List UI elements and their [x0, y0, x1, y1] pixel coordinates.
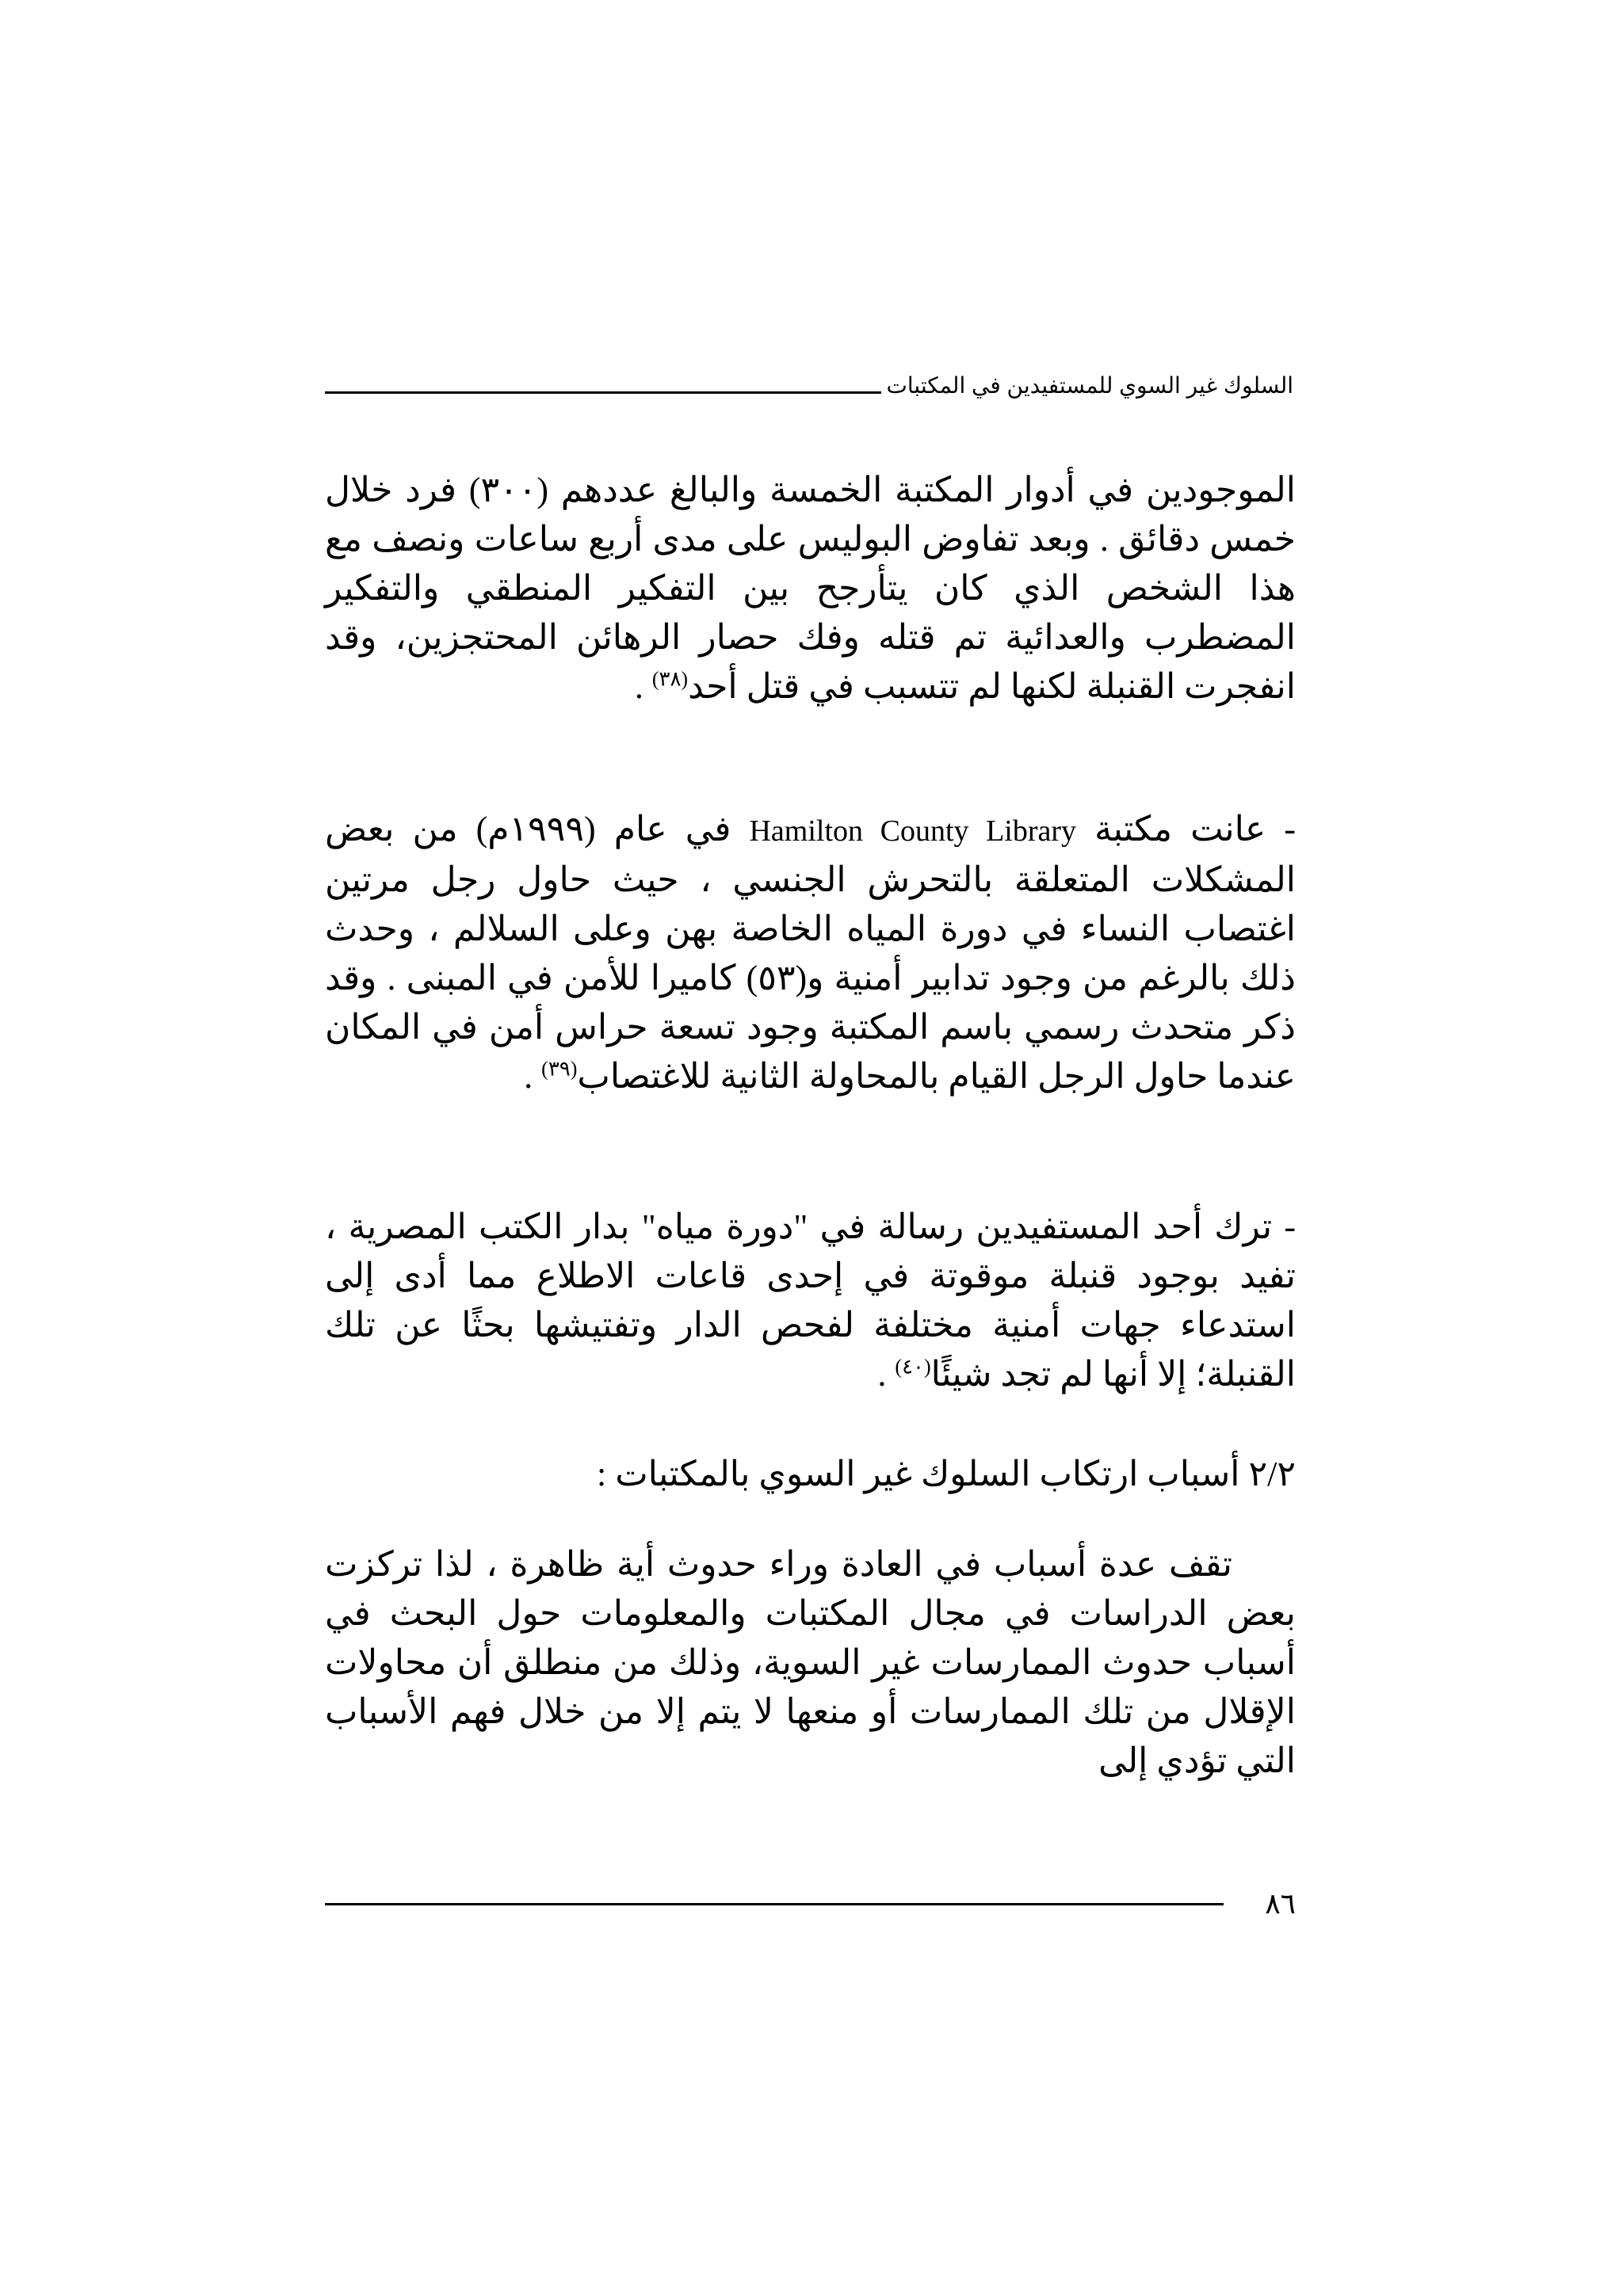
footnote-ref-39: (٣٩)	[541, 1057, 578, 1081]
paragraph-2-end: .	[524, 1057, 542, 1096]
running-header	[325, 372, 1293, 399]
section-body	[325, 1540, 1296, 1786]
paragraph-3-end: .	[877, 1355, 896, 1394]
paragraph-2	[325, 805, 1296, 1101]
footer-rule	[325, 1903, 1224, 1905]
running-title: السلوك غير السوي للمستفيدين في المكتبات	[886, 373, 1293, 398]
paragraph-3-text: - ترك أحد المستفيدين رسالة في "دورة مياه" بدار الكتب المصرية ، تفيد بوجود قنبلة موقوتة في إحدى قاعات الاطلاع مما أدى إلى استدعاء جهات أمنية مختلفة لفحص الدار وتفتيشها بحثًا عن تلك القنبلة؛ إلا أنها لم تجد شيئًا	[325, 1207, 1296, 1394]
paragraph-1-text: الموجودين في أدوار المكتبة الخمسة والبالغ عددهم (٣٠٠) فرد خلال خمس دقائق . وبعد تفاوض البوليس على مدى أربع ساعات ونصف مع هذا الشخص الذي كان يتأرجح بين التفكير المنطقي والتفكير المضطرب والعدائية تم قتله وفك حصار الرهائن المحتجزين، وقد انفجرت القنبلة لكنها لم تتسبب في قتل أحد	[325, 471, 1296, 706]
paragraph-2-text: في عام (١٩٩٩م) من بعض المشكلات المتعلقة بالتحرش الجنسي ، حيث حاول رجل مرتين اغتصاب النساء في دورة المياه الخاصة بهن وعلى السلالم ، وحدث ذلك بالرغم من وجود تدابير أمنية و(٥٣) كاميرا للأمن في المبنى . وقد ذكر متحدث رسمي باسم المكتبة وجود تسعة حراس أمن في المكان عندما حاول الرجل القيام بالمحاولة الثانية للاغتصاب	[325, 810, 1296, 1096]
footnote-ref-40: (٤٠)	[895, 1355, 931, 1379]
footnote-ref-38: (٣٨)	[651, 667, 689, 691]
paragraph-1	[325, 466, 1296, 711]
paragraph-3	[325, 1203, 1296, 1399]
library-name: Hamilton County Library	[749, 814, 1077, 848]
section-body-text: تقف عدة أسباب في العادة وراء حدوث أية ظاهرة ، لذا تركزت بعض الدراسات في مجال المكتبات والمعلومات حول البحث في أسباب حدوث الممارسات غير السوية، وذلك من منطلق أن محاولات الإقلال من تلك الممارسات أو منعها لا يتم إلا من خلال فهم الأسباب التي تؤدي إلى	[325, 1545, 1296, 1780]
section-heading: ٢/٢ أسباب ارتكاب السلوك غير السوي بالمكتبات :	[596, 1455, 1296, 1493]
page-number: ٨٦	[1265, 1888, 1296, 1920]
paragraph-2-prefix: - عانت مكتبة	[1076, 810, 1296, 849]
page-footer	[325, 1887, 1296, 1920]
header-rule	[325, 391, 881, 394]
paragraph-1-end: .	[634, 667, 652, 706]
